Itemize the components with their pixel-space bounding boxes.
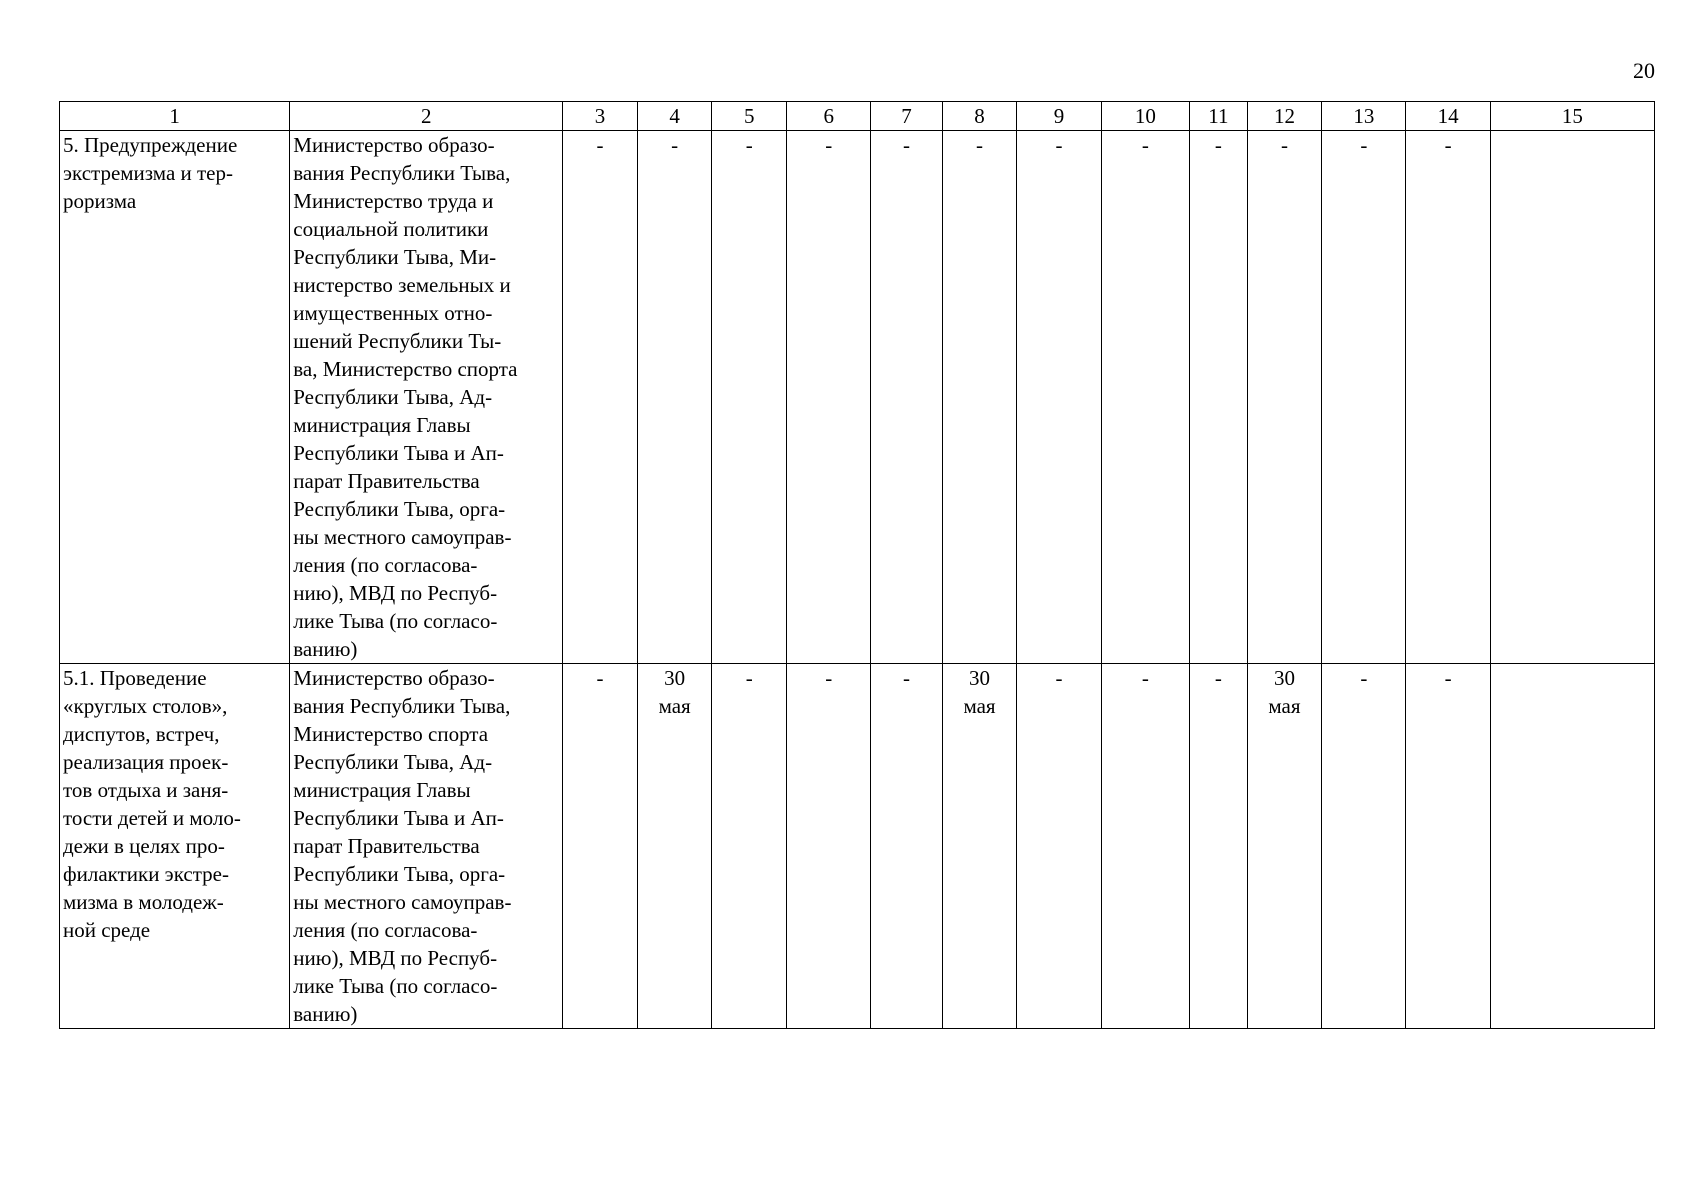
value-cell: - bbox=[712, 664, 787, 1029]
value-cell: - bbox=[563, 131, 638, 664]
column-header: 7 bbox=[871, 102, 942, 131]
executors-cell: Министерство образо- вания Республики Тыва, Министерство труда и социальной политики Республики Тыва, Ми- нистерство земельных и имущественных отно- шений Республики Ты- ва, Министерство спорта Республики Тыва, Ад- министрация Главы Республики Тыва и Ап- парат Правительства Республики Тыва, орга- ны местного самоуправ- ления (по согласова- нию), МВД по Респуб- лике Тыва (по согласо- ванию) bbox=[290, 131, 563, 664]
column-header: 3 bbox=[563, 102, 638, 131]
column-header: 2 bbox=[290, 102, 563, 131]
column-header: 15 bbox=[1490, 102, 1654, 131]
value-cell: - bbox=[1017, 131, 1101, 664]
page-number: 20 bbox=[1633, 58, 1655, 83]
column-header: 4 bbox=[637, 102, 712, 131]
value-cell: - bbox=[1322, 131, 1406, 664]
value-cell: - bbox=[787, 131, 871, 664]
measure-title: 5.1. Проведение «круглых столов», диспутов, встреч, реализация проек- тов отдыха и заня- тости детей и моло- дежи в целях про- филактики экстре- мизма в молодеж- ной среде bbox=[60, 664, 290, 1029]
header-row bbox=[60, 102, 1655, 131]
value-cell: - bbox=[871, 664, 942, 1029]
value-cell: - bbox=[942, 131, 1017, 664]
table-row bbox=[60, 664, 1655, 1029]
column-header: 12 bbox=[1247, 102, 1322, 131]
value-cell: - bbox=[563, 664, 638, 1029]
column-header: 8 bbox=[942, 102, 1017, 131]
column-header: 9 bbox=[1017, 102, 1101, 131]
value-cell: - bbox=[637, 131, 712, 664]
value-cell: - bbox=[1406, 664, 1490, 1029]
value-cell: - bbox=[871, 131, 942, 664]
value-cell: 30 мая bbox=[637, 664, 712, 1029]
measure-title: 5. Предупреждение экстремизма и тер- роризма bbox=[60, 131, 290, 664]
value-cell bbox=[1490, 664, 1654, 1029]
value-cell: 30 мая bbox=[1247, 664, 1322, 1029]
value-cell bbox=[1490, 131, 1654, 664]
column-header: 10 bbox=[1101, 102, 1189, 131]
column-header: 1 bbox=[60, 102, 290, 131]
table-row bbox=[60, 131, 1655, 664]
plan-table bbox=[59, 101, 1655, 1029]
value-cell: - bbox=[1101, 664, 1189, 1029]
value-cell: - bbox=[712, 131, 787, 664]
value-cell: - bbox=[1406, 131, 1490, 664]
value-cell: - bbox=[1101, 131, 1189, 664]
value-cell: 30 мая bbox=[942, 664, 1017, 1029]
value-cell: - bbox=[1017, 664, 1101, 1029]
column-header: 14 bbox=[1406, 102, 1490, 131]
column-header: 5 bbox=[712, 102, 787, 131]
value-cell: - bbox=[1322, 664, 1406, 1029]
column-header: 13 bbox=[1322, 102, 1406, 131]
column-header: 11 bbox=[1190, 102, 1248, 131]
value-cell: - bbox=[1190, 664, 1248, 1029]
executors-cell: Министерство образо- вания Республики Тыва, Министерство спорта Республики Тыва, Ад- министрация Главы Республики Тыва и Ап- парат Правительства Республики Тыва, орга- ны местного самоуправ- ления (по согласова- нию), МВД по Респуб- лике Тыва (по согласо- ванию) bbox=[290, 664, 563, 1029]
value-cell: - bbox=[787, 664, 871, 1029]
value-cell: - bbox=[1190, 131, 1248, 664]
value-cell: - bbox=[1247, 131, 1322, 664]
column-header: 6 bbox=[787, 102, 871, 131]
